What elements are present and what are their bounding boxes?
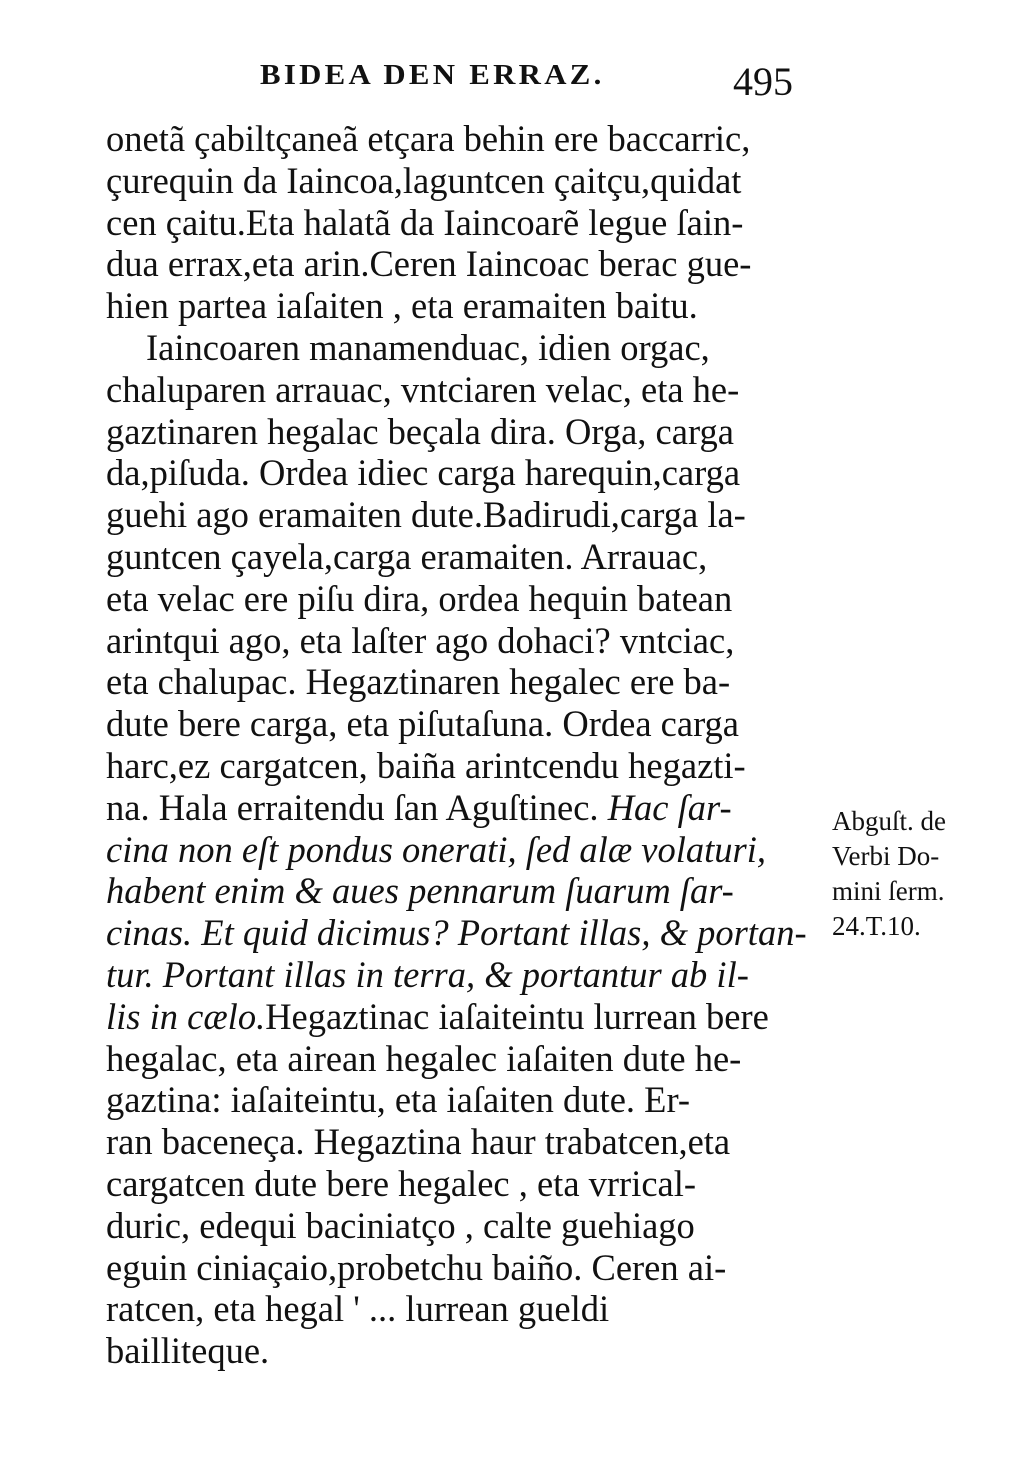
text-line-3: cen çaitu.Eta halatã da Iaincoarẽ legue ſain-: [106, 201, 744, 243]
text-line-15: dute bere carga, eta piſutaſuna. Ordea carga: [106, 703, 740, 745]
text-line-28: eguin ciniaçaio,probetchu baiño. Ceren ai-: [106, 1246, 727, 1288]
text-line-12: eta velac ere piſu dira, ordea hequin batean: [106, 577, 733, 619]
latin-quote-start: Hac ſar-: [607, 786, 732, 828]
text-line-17: [106, 787, 826, 829]
text-line-18: cina non eſt pondus onerati, ſed alæ volaturi,: [106, 828, 766, 870]
margin-note-line-2: Verbi Do-: [832, 841, 940, 871]
text-line-11: guntcen çayela,carga eramaiten. Arrauac,: [106, 535, 708, 577]
text-line-25: ran baceneça. Hegaztina haur trabatcen,eta: [106, 1121, 731, 1163]
text-line-30: bailliteque.: [106, 1330, 270, 1372]
margin-note-line-3: mini ſerm.: [832, 876, 945, 906]
text-line-5: hien partea iaſaiten , eta eramaiten baitu.: [106, 285, 698, 327]
text-line-26: cargatcen dute bere hegalec , eta vrrical-: [106, 1162, 697, 1204]
text-line-8: gaztinaren hegalac beçala dira. Orga, carga: [106, 410, 734, 452]
text-line-10: guehi ago eramaiten dute.Badirudi,carga la-: [106, 494, 746, 536]
text-line-22-roman: Hegaztinac iaſaiteintu lurrean bere: [265, 995, 769, 1037]
body-text: [106, 118, 826, 1372]
text-line-6: Iaincoaren manamenduac, idien orgac,: [146, 326, 710, 368]
text-line-13: arintqui ago, eta laſter ago dohaci? vntciac,: [106, 619, 735, 661]
text-line-7: chaluparen arrauac, vntciaren velac, eta he-: [106, 368, 740, 410]
text-line-20: cinas. Et quid dicimus? Portant illas, & portan-: [106, 912, 807, 954]
text-line-23: hegalac, eta airean hegalec iaſaiten dute he-: [106, 1037, 742, 1079]
margin-note-line-1: Abguſt. de: [832, 806, 946, 836]
margin-note: [832, 804, 946, 944]
text-line-17-roman: na. Hala erraitendu ſan Aguſtinec.: [106, 786, 599, 828]
running-head: BIDEA DEN ERRAZ.: [260, 60, 605, 91]
page-number: 495: [733, 59, 793, 104]
text-line-2: çurequin da Iaincoa,laguntcen çaitçu,quidat: [106, 159, 742, 201]
text-line-27: duric, edequi baciniatço , calte guehiago: [106, 1204, 695, 1246]
text-line-4: dua errax,eta arin.Ceren Iaincoac berac gue-: [106, 243, 752, 285]
text-line-1: onetã çabiltçaneã etçara behin ere baccarric,: [106, 118, 751, 159]
margin-note-line-4: 24.T.10.: [832, 911, 921, 941]
text-line-19: habent enim & aues pennarum ſuarum ſar-: [106, 870, 734, 912]
text-line-9: da,piſuda. Ordea idiec carga harequin,carga: [106, 452, 741, 494]
text-line-16: harc,ez cargatcen, baiña arintcendu hegazti-: [106, 744, 746, 786]
latin-quote-end: lis in cælo.: [106, 995, 266, 1037]
text-line-22: [106, 996, 826, 1038]
text-line-24: gaztina: iaſaiteintu, eta iaſaiten dute. Er-: [106, 1079, 691, 1121]
text-line-29: ratcen, eta hegal ' ... lurrean gueldi: [106, 1288, 610, 1330]
text-line-21: tur. Portant illas in terra, & portantur ab il-: [106, 953, 749, 995]
text-line-14: eta chalupac. Hegaztinaren hegalec ere ba-: [106, 661, 731, 703]
